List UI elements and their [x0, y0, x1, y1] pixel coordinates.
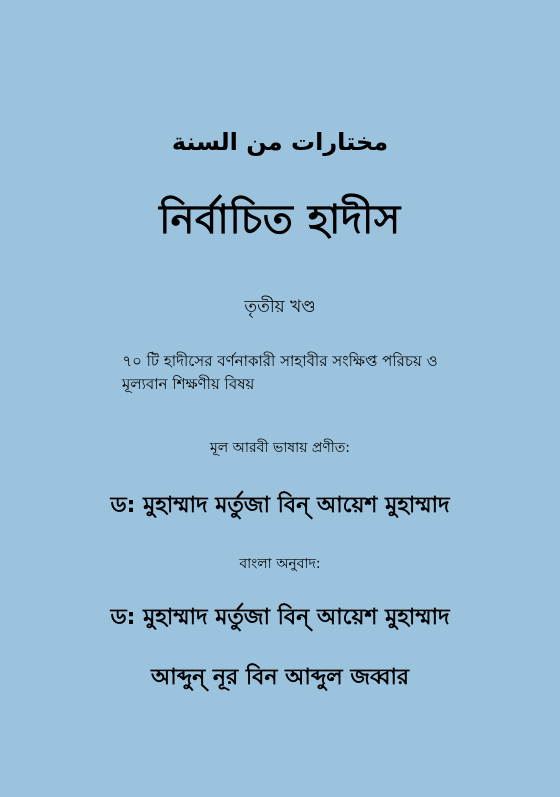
description-line-2: মূল্যবান শিক্ষণীয় বিষয়: [122, 375, 255, 393]
translation-label: বাংলা অনুবাদ:: [239, 556, 321, 572]
description-line-1: ৭০ টি হাদীসের বর্ণনাকারী সাহাবীর সংক্ষিপ্ত পরিচয় ও: [122, 352, 438, 370]
author-name: ড: মুহাম্মাদ মর্তুজা বিন্ আয়েশ মুহাম্মাদ: [110, 493, 450, 518]
volume-label: তৃতীয় খণ্ড: [244, 297, 316, 317]
author-label: মূল আরবী ভাষায় প্রণীত:: [209, 440, 351, 456]
translator-name-1: ড: মুহাম্মাদ মর্তুজা বিন্ আয়েশ মুহাম্মাদ: [110, 605, 450, 630]
arabic-title: مختارات من السنة: [171, 128, 389, 156]
bengali-title: নির্বাচিত হাদীস: [159, 197, 401, 243]
translator-name-2: আব্দুন্ নূর বিন আব্দুল জব্বার: [151, 665, 409, 690]
